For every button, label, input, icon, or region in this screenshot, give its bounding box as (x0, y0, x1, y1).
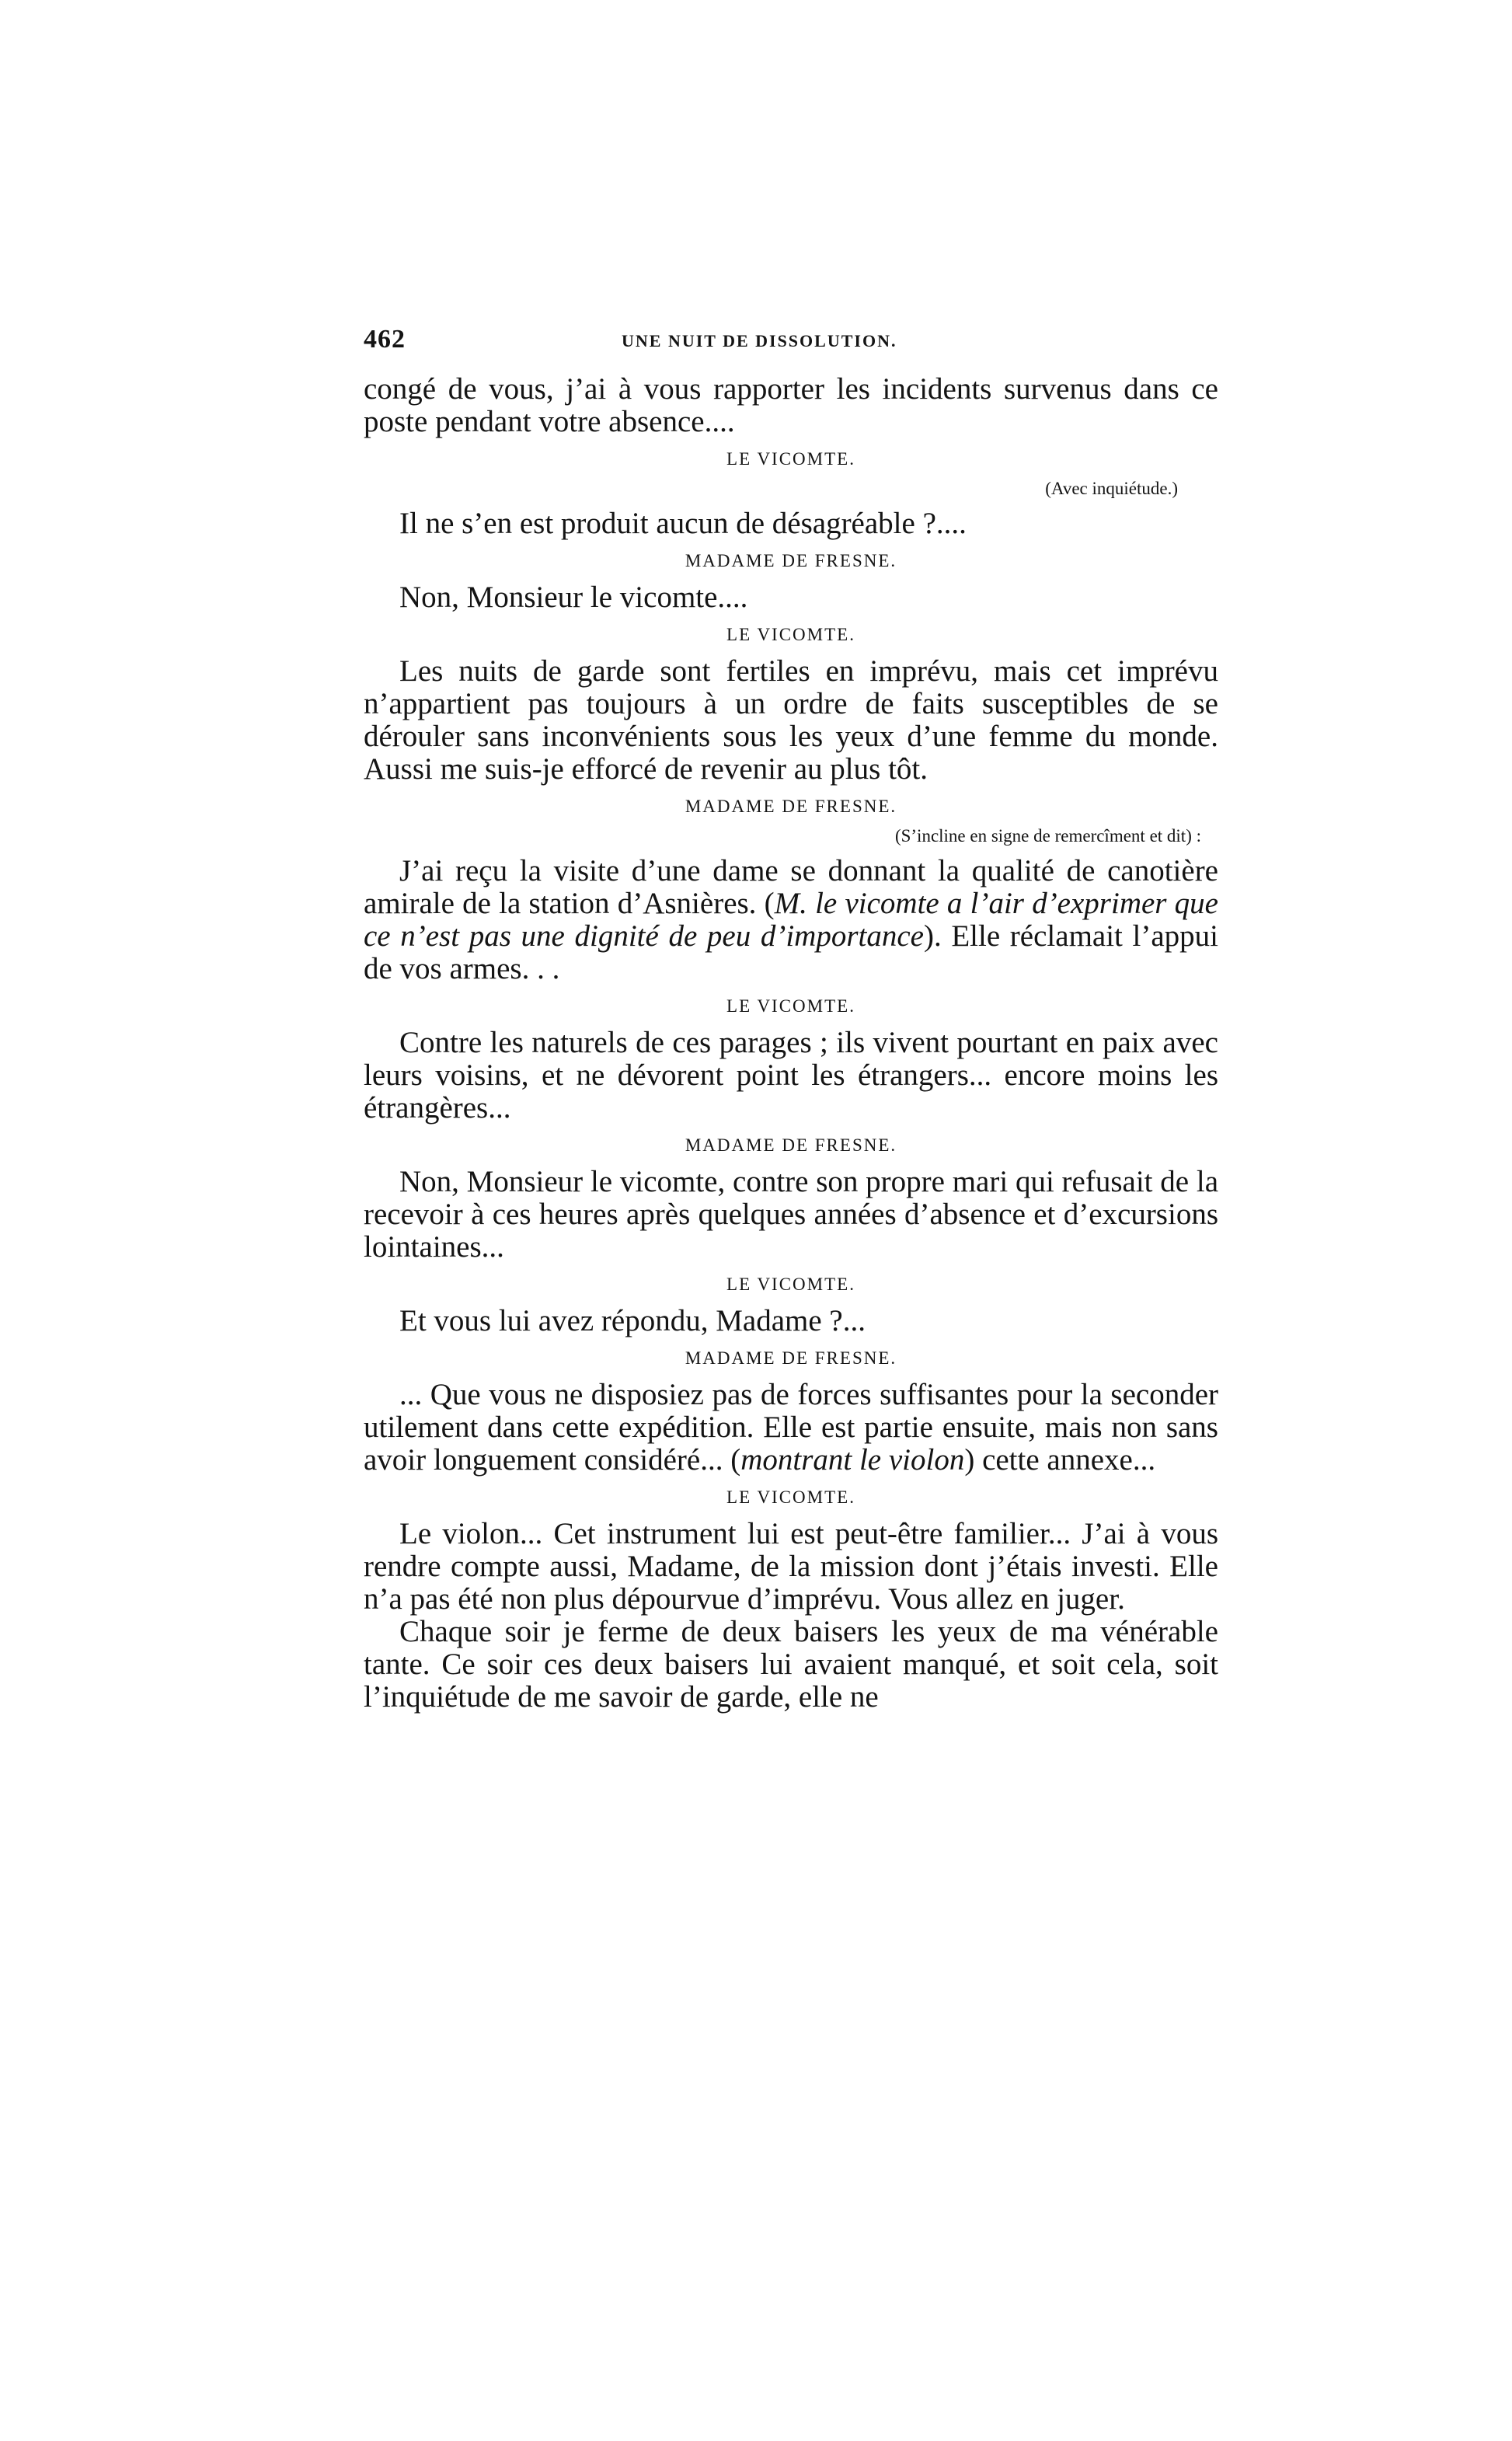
running-title: UNE NUIT DE DISSOLUTION. (622, 331, 897, 350)
paragraph-text: J’ai reçu la visite d’une dame se donnant la qualité de canotière amirale de la station d’Asnières. ( (364, 854, 1218, 920)
page-number: 462 (364, 325, 406, 354)
paragraph: Le violon... Cet instrument lui est peut-être familier... J’ai à vous rendre compte aussi, Madame, de la mission dont j’étais investi. Elle n’a pas été non plus dépourvue d’imprévu. Vous allez en juger. (364, 1517, 1218, 1616)
speaker-name: LE VICOMTE. (726, 449, 855, 469)
stage-direction: (Avec inquiétude.) (1045, 479, 1178, 498)
paragraph-text: ) cette annexe... (964, 1443, 1156, 1477)
paragraph: Non, Monsieur le vicomte.... (399, 581, 748, 614)
speaker-name: MADAME DE FRESNE. (685, 1348, 897, 1368)
paragraph: Contre les naturels de ces parages ; ils vivent pourtant en paix avec leurs voisins, et ne dévorent point les étrangers... encore moins les étrangères... (364, 1026, 1218, 1125)
speaker-name: MADAME DE FRESNE. (685, 1135, 897, 1155)
paragraph: Non, Monsieur le vicomte, contre son propre mari qui refusait de la recevoir à ces heures après quelques années d’absence et d’excursions lointaines... (364, 1165, 1218, 1264)
page-header (364, 325, 1218, 365)
speaker-name: MADAME DE FRESNE. (685, 797, 897, 816)
paragraph: Il ne s’en est produit aucun de désagréable ?.... (399, 507, 967, 540)
paragraph (364, 1379, 1218, 1477)
speaker-name: LE VICOMTE. (726, 1275, 855, 1294)
stage-direction: (S’incline en signe de remercîment et dit) : (894, 826, 1201, 846)
paragraph: Chaque soir je ferme de deux baisers les yeux de ma vénérable tante. Ce soir ces deux baisers lui avaient manqué, et soit cela, soit l’inquiétude de me savoir de garde, elle ne (364, 1615, 1218, 1714)
italic-stage-direction: montrant le violon (740, 1443, 965, 1477)
paragraph: Les nuits de garde sont fertiles en imprévu, mais cet imprévu n’appartient pas toujours à un ordre de faits susceptibles de se dérouler sans inconvénients sous les yeux d’une femme du monde. Aussi me suis-je efforcé de revenir au plus tôt. (364, 654, 1218, 786)
speaker-name: LE VICOMTE. (726, 1487, 855, 1507)
paragraph-text: ... Que vous ne disposiez pas de forces suffisantes pour la seconder utilement dans cette expédition. Elle est partie ensuite, mais non sans avoir longuement considéré... ( (364, 1378, 1218, 1477)
paragraph: Et vous lui avez répondu, Madame ?... (399, 1304, 866, 1337)
paragraph-text: ). Elle réclamait l’appui de vos armes. . . (364, 919, 1218, 985)
italic-stage-direction: M. le vicomte a l’air d’exprimer que ce n’est pas une dignité de peu d’importance (364, 887, 1218, 953)
paragraph (364, 855, 1218, 985)
speaker-name: LE VICOMTE. (726, 996, 855, 1016)
speaker-name: MADAME DE FRESNE. (685, 551, 897, 570)
body-text (364, 373, 1218, 1714)
speaker-name: LE VICOMTE. (726, 625, 855, 644)
paragraph: congé de vous, j’ai à vous rapporter les incidents survenus dans ce poste pendant votre absence.... (364, 372, 1218, 438)
